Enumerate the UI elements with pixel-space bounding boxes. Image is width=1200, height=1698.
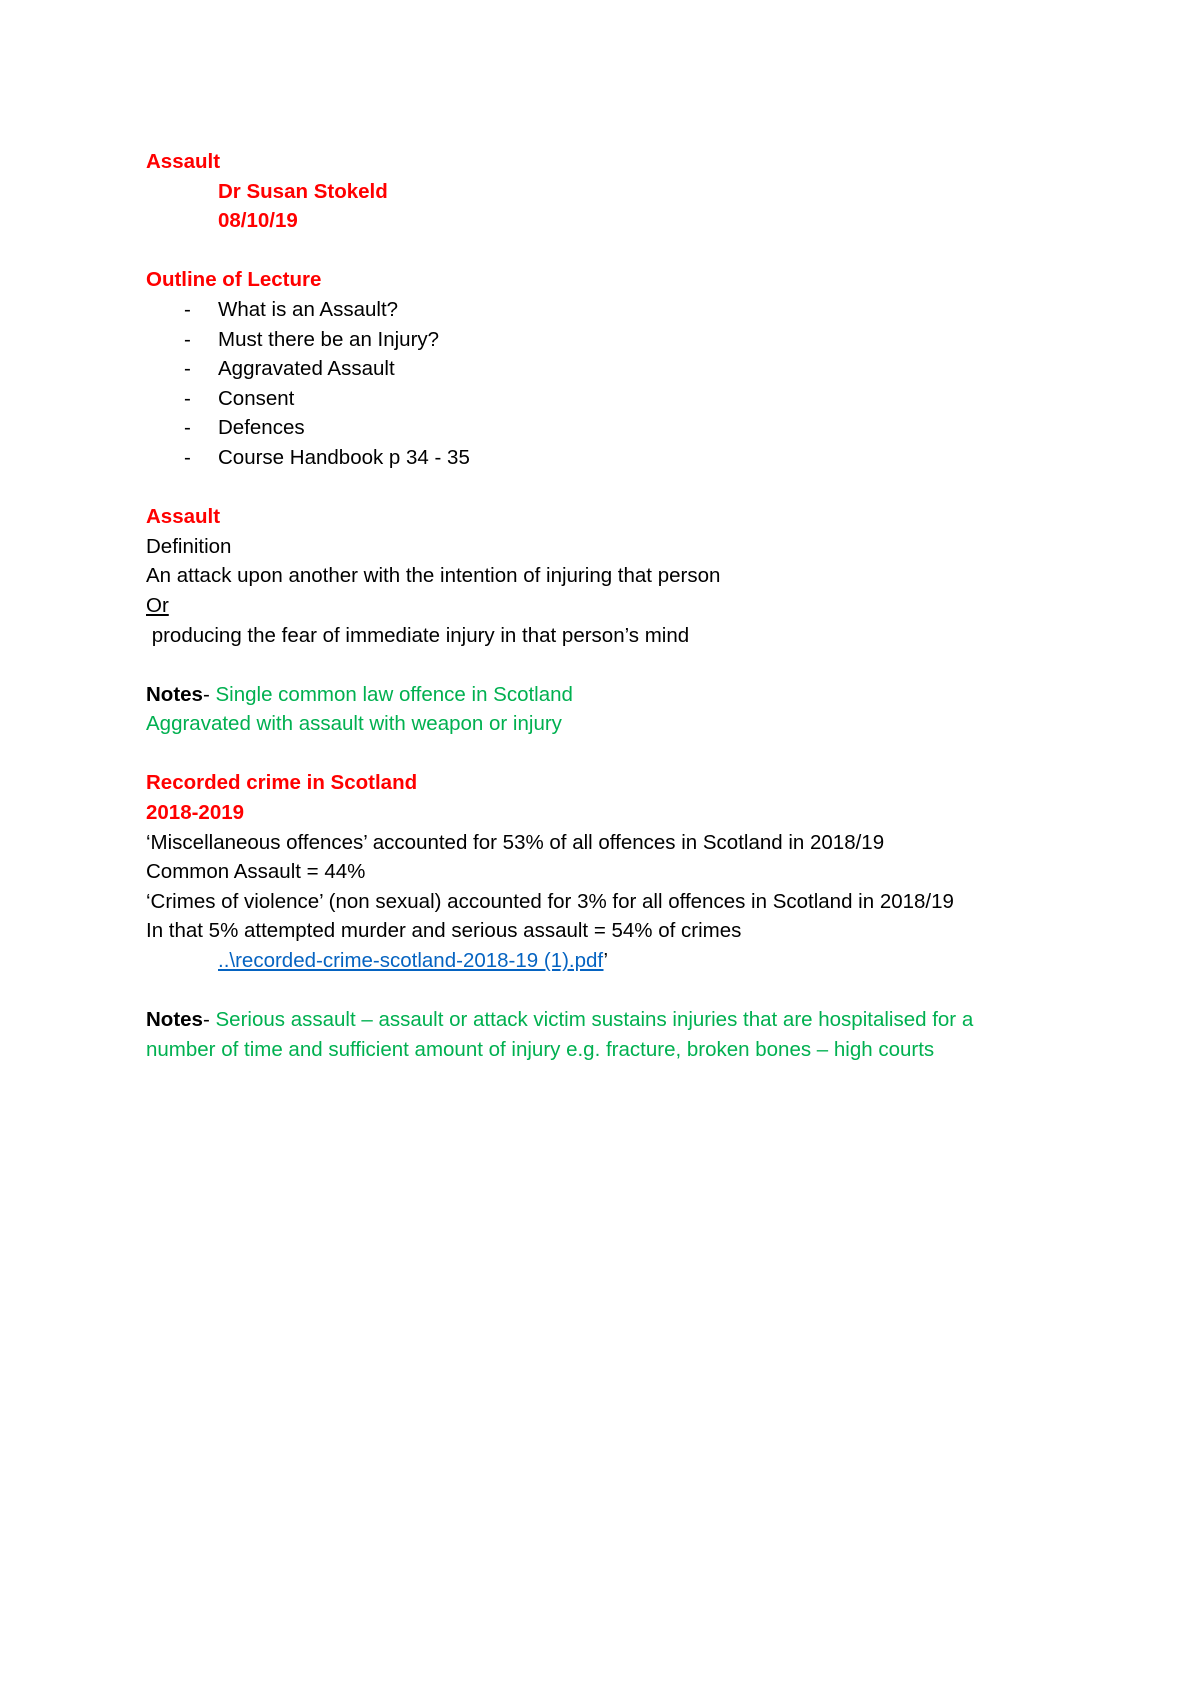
- outline-heading: Outline of Lecture: [146, 268, 322, 292]
- notes-label: Notes: [146, 1008, 203, 1032]
- bullet-dash: -: [184, 416, 191, 440]
- bullet-dash: -: [184, 445, 191, 469]
- notes-text: Serious assault – assault or attack victim sustains injuries that are hospitalised for a: [215, 1008, 974, 1032]
- or-word: Or: [146, 593, 169, 617]
- author-name: Dr Susan Stokeld: [218, 179, 388, 203]
- spacer: [146, 236, 1146, 266]
- notes-text-continued: number of time and sufficient amount of injury e.g. fracture, broken bones – high courts: [146, 1037, 935, 1061]
- notes-block-2: [146, 1005, 1146, 1035]
- outline-list: [146, 295, 1146, 473]
- statistic-line: ‘Crimes of violence’ (non sexual) accounted for 3% for all offences in Scotland in 2018/19: [146, 889, 954, 913]
- spacer: [146, 650, 1146, 680]
- recorded-crime-year: 2018-2019: [146, 801, 245, 825]
- lecture-date: 08/10/19: [218, 209, 298, 233]
- list-item-text: Course Handbook p 34 - 35: [218, 445, 470, 469]
- definition-line-2: producing the fear of immediate injury in that person’s mind: [146, 623, 690, 647]
- list-item-text: Must there be an Injury?: [218, 327, 440, 351]
- list-item: [146, 295, 1146, 325]
- spacer: [146, 976, 1146, 1006]
- definition-label: Definition: [146, 534, 232, 558]
- list-item: [146, 413, 1146, 443]
- notes-text-continued: Aggravated with assault with weapon or injury: [146, 712, 562, 736]
- list-item: [146, 354, 1146, 384]
- pdf-link-line: [146, 946, 1146, 976]
- pdf-file-link[interactable]: ..\recorded-crime-scotland-2018-19 (1).pdf: [218, 949, 604, 973]
- definition-line-1: An attack upon another with the intention of injuring that person: [146, 564, 721, 588]
- list-item: [146, 325, 1146, 355]
- bullet-dash: -: [184, 357, 191, 381]
- spacer: [146, 739, 1146, 769]
- bullet-dash: -: [184, 386, 191, 410]
- notes-label: Notes: [146, 682, 203, 706]
- list-item: [146, 384, 1146, 414]
- list-item-text: Defences: [218, 416, 305, 440]
- or-connector: [146, 591, 1146, 621]
- notes-separator: -: [202, 682, 216, 706]
- list-item-text: Aggravated Assault: [218, 357, 395, 381]
- bullet-dash: -: [184, 327, 191, 351]
- assault-heading: Assault: [146, 505, 221, 529]
- spacer: [146, 473, 1146, 503]
- statistic-line: Common Assault = 44%: [146, 860, 366, 884]
- document-title: Assault: [146, 150, 221, 173]
- notes-separator: -: [202, 1008, 216, 1032]
- document-page: [146, 147, 1146, 1064]
- list-item-text: What is an Assault?: [218, 297, 399, 321]
- statistic-line: In that 5% attempted murder and serious assault = 54% of crimes: [146, 919, 742, 943]
- recorded-crime-heading: Recorded crime in Scotland: [146, 771, 418, 795]
- list-item-text: Consent: [218, 386, 295, 410]
- link-suffix: ’: [603, 949, 609, 973]
- list-item: [146, 443, 1146, 473]
- notes-block-1: [146, 680, 1146, 710]
- statistic-line: ‘Miscellaneous offences’ accounted for 53% of all offences in Scotland in 2018/19: [146, 830, 885, 854]
- notes-text: Single common law offence in Scotland: [215, 682, 573, 706]
- bullet-dash: -: [184, 297, 191, 321]
